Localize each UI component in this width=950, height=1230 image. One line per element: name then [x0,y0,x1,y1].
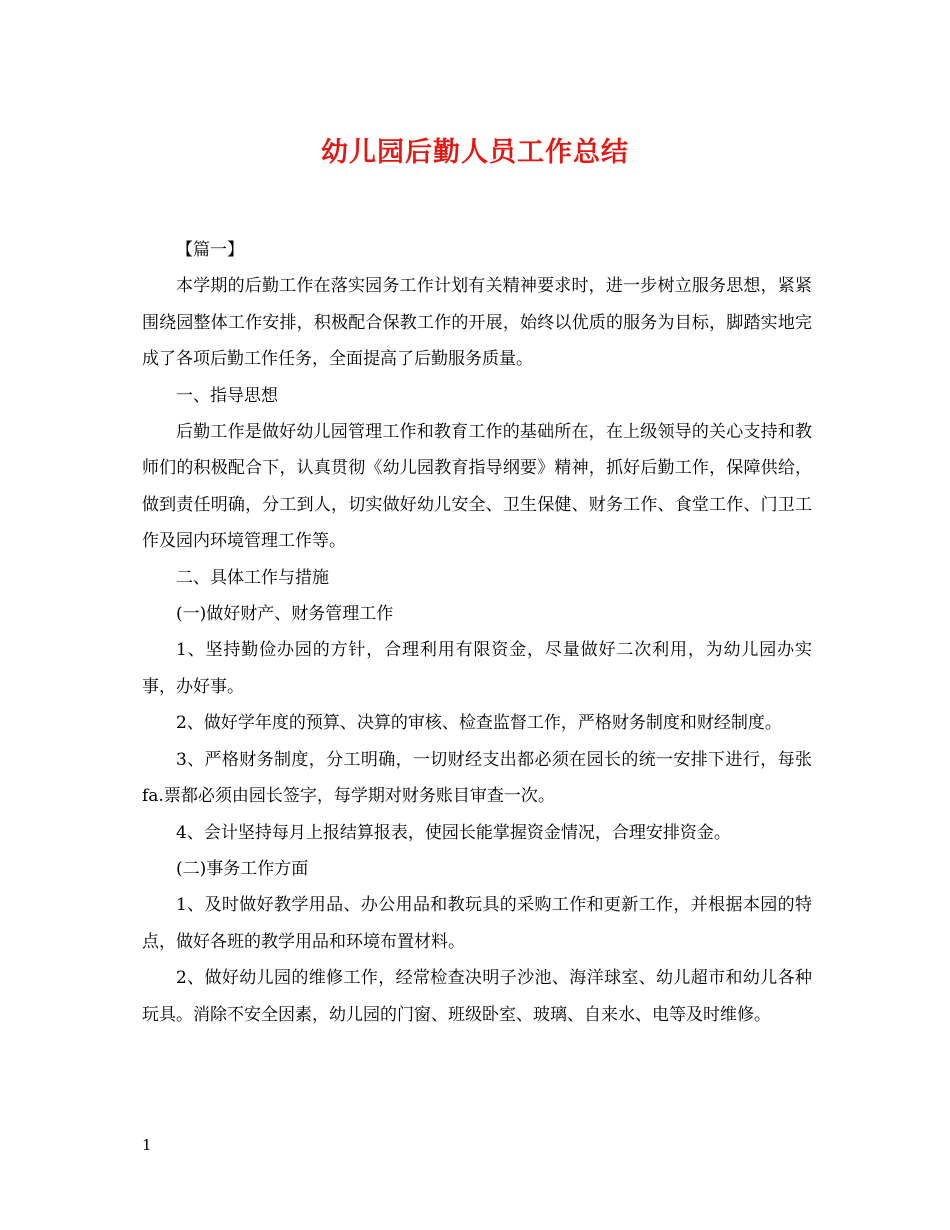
document-title: 幼儿园后勤人员工作总结 [321,137,629,168]
section-heading: 一、指导思想 [176,385,278,406]
list-item: 2、做好幼儿园的维修工作，经常检查决明子沙池、海洋球室、幼儿超市和幼儿各种玩具。消除不安全因素，幼儿园的门窗、班级卧室、玻璃、自来水、电等及时维修。 [142,968,812,1025]
paragraph: 后勤工作是做好幼儿园管理工作和教育工作的基础所在，在上级领导的关心支持和教师们的积极配合下，认真贯彻《幼儿园教育指导纲要》精神，抓好后勤工作，保障供给，做到责任明确，分工到人，切实做好幼儿安全、卫生保健、财务工作、食堂工作、门卫工作及园内环境管理工作等。 [142,422,812,552]
list-item: 3、严格财务制度，分工明确，一切财经支出都必须在园长的统一安排下进行，每张fa.票都必须由园长签字，每学期对财务账目审查一次。 [142,749,812,807]
list-item: 2、做好学年度的预算、决算的审核、检查监督工作，严格财务制度和财经制度。 [176,713,782,734]
document-body [142,232,812,1033]
list-item: 1、及时做好教学用品、办公用品和教玩具的采购工作和更新工作，并根据本园的特点，做好各班的教学用品和环境布置材料。 [142,895,812,952]
paragraph: 本学期的后勤工作在落实园务工作计划有关精神要求时，进一步树立服务思想，紧紧围绕园整体工作安排，积极配合保教工作的开展，始终以优质的服务为目标，脚踏实地完成了各项后勤工作任务，全面提高了后勤服务质量。 [142,276,812,370]
paragraph-section-label: 【篇一】 [176,240,244,260]
list-item: 4、会计坚持每月上报结算报表，使园长能掌握资金情况，合理安排资金。 [176,822,731,843]
section-heading: 二、具体工作与措施 [176,567,329,588]
page-number: 1 [142,1136,152,1154]
list-item: 1、坚持勤俭办园的方针，合理利用有限资金，尽量做好二次利用，为幼儿园办实事，办好事。 [142,640,812,697]
subsection-heading: (一)做好财产、财务管理工作 [176,604,394,625]
subsection-heading: (二)事务工作方面 [176,858,309,879]
